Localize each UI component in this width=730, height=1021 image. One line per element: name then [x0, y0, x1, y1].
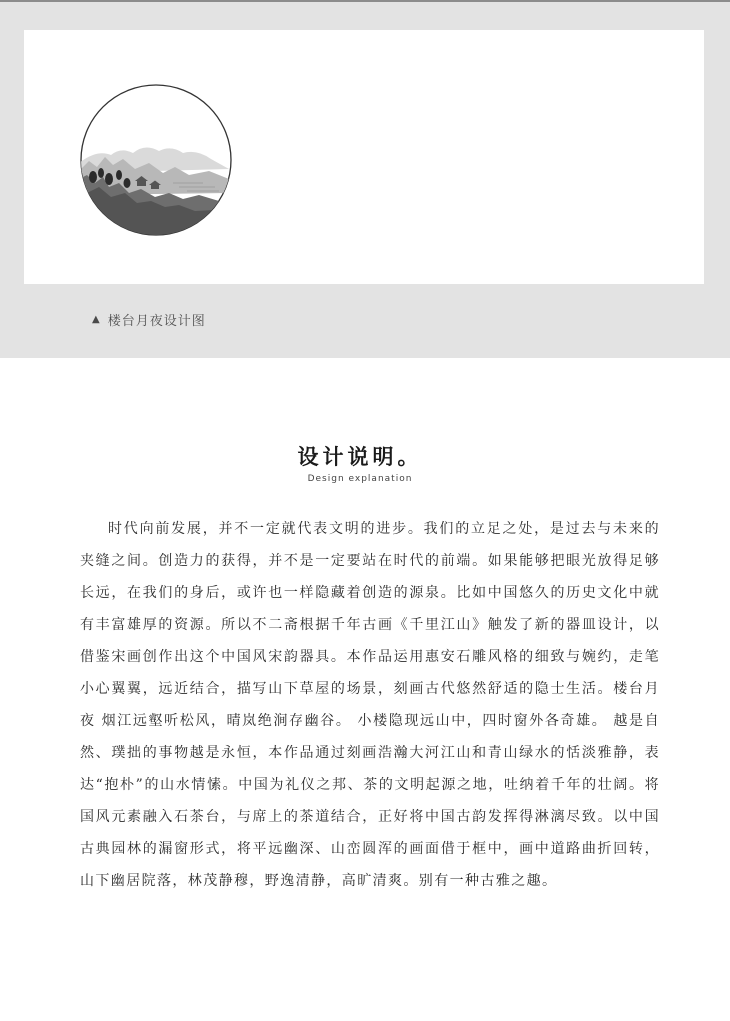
circular-landscape-painting	[79, 83, 233, 237]
design-drawing-panel	[24, 30, 704, 284]
section-subtitle: Design explanation	[307, 474, 413, 484]
figure-caption	[92, 309, 206, 329]
section-title: 设计说明。	[297, 444, 423, 469]
design-description-paragraph: 时代向前发展，并不一定就代表文明的进步。我们的立足之处，是过去与未来的夹缝之间。创造力的获得，并不是一定要站在时代的前端。如果能够把眼光放得足够长远，在我们的身后，或许也一样隐藏着创造的源泉。比如中国悠久的历史文化中就有丰富雄厚的资源。所以不二斋根据千年古画《千里江山》触发了新的器皿设计，以借鉴宋画创作出这个中国风宋韵器具。本作品运用惠安石雕风格的细致与婉约，走笔小心翼翼，远近结合，描写山下草屋的场景，刻画古代悠然舒适的隐士生活。楼台月夜 烟江远壑听松风，晴岚绝涧存幽谷。 小楼隐现远山中，四时窗外各奇雄。 越是自然、璞拙的事物越是永恒，本作品通过刻画浩瀚大河江山和青山绿水的恬淡雅静，表达“抱朴”的山水情愫。中国为礼仪之邦、茶的文明起源之地，吐纳着千年的壮阔。将国风元素融入石茶台，与席上的茶道结合，正好将中国古韵发挥得淋漓尽致。以中国古典园林的漏窗形式，将平远幽深、山峦圆浑的画面借于框中，画中道路曲折回转，山下幽居院落，林茂静穆，野逸清静，高旷清爽。别有一种古雅之趣。	[80, 521, 660, 889]
caption-text: 楼台月夜设计图	[107, 313, 206, 329]
triangle-up-icon: ▲	[92, 313, 101, 325]
